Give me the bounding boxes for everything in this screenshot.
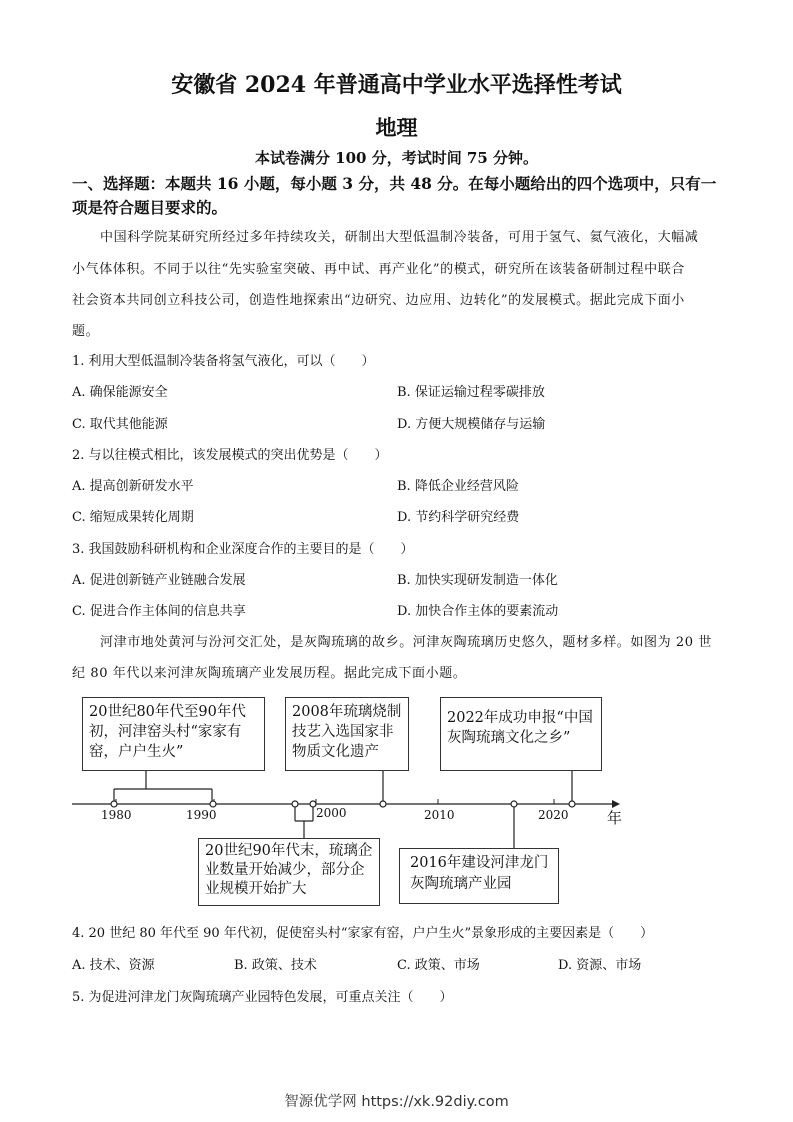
passage1-line: 社会资本共同创立科技公司，创造性地探索出“边研究、边应用、边转化”的发展模式。据此完成下面小 — [72, 293, 685, 308]
q1-option-b[interactable]: B. 保证运输过程零碳排放 — [397, 385, 545, 400]
section-heading-line1: 一、选择题：本题共 16 小题，每小题 3 分，共 48 分。在每小题给出的四个选项中，只有一 — [72, 174, 717, 193]
exam-title: 安徽省 2024 年普通高中学业水平选择性考试 — [171, 72, 622, 98]
q2-option-d[interactable]: D. 节约科学研究经费 — [397, 510, 520, 525]
passage1-line: 小气体体积。不同于以往“先实验室突破、再中试、再产业化”的模式，研究所在该装备研制过程中联合 — [72, 262, 685, 277]
q4-option-d[interactable]: D. 资源、市场 — [558, 958, 642, 973]
q4-option-b[interactable]: B. 政策、技术 — [234, 958, 317, 973]
axis-arrow-icon — [612, 800, 620, 808]
timeline-event-2016: 2016年建设河津龙门灰陶琉璃产业园 — [399, 848, 559, 904]
timeline-tick-1990: 1990 — [186, 808, 217, 822]
exam-note: 本试卷满分 100 分，考试时间 75 分钟。 — [254, 149, 539, 167]
q2-option-c[interactable]: C. 缩短成果转化周期 — [72, 510, 194, 525]
timeline-tick-2010: 2010 — [424, 808, 455, 822]
timeline-event-1980s: 20世纪80年代至90年代初，河津窑头村“家家有窑，户户生火” — [82, 697, 265, 771]
footer-watermark[interactable]: 智源优学网 https://xk.92diy.com — [284, 1094, 509, 1110]
timeline-tick-2020: 2020 — [538, 808, 569, 822]
question-5-stem: 5. 为促进河津龙门灰陶琉璃产业园特色发展，可重点关注（ ） — [72, 990, 453, 1005]
q3-option-c[interactable]: C. 促进合作主体间的信息共享 — [72, 604, 246, 619]
section-heading-line2: 项是符合题目要求的。 — [72, 198, 228, 217]
timeline-tick-2000: 2000 — [316, 806, 347, 820]
passage1-line: 中国科学院某研究所经过多年持续攻关，研制出大型低温制冷装备，可用于氢气、氦气液化，大幅减 — [100, 230, 699, 245]
q2-option-a[interactable]: A. 提高创新研发水平 — [72, 479, 194, 494]
timeline-event-1990s: 20世纪90年代末，琉璃企业数量开始减少，部分企业规模开始扩大 — [198, 838, 380, 906]
q1-option-c[interactable]: C. 取代其他能源 — [72, 417, 168, 432]
question-4-stem: 4. 20 世纪 80 年代至 90 年代初，促使窑头村“家家有窑，户户生火”景象形成的主要因素是（ ） — [72, 926, 654, 941]
q3-option-a[interactable]: A. 促进创新链产业链融合发展 — [72, 573, 246, 588]
passage1-line: 题。 — [72, 324, 100, 339]
passage2-line: 纪 80 年代以来河津灰陶琉璃产业发展历程。据此完成下面小题。 — [72, 666, 467, 681]
q1-option-a[interactable]: A. 确保能源安全 — [72, 385, 168, 400]
q3-option-d[interactable]: D. 加快合作主体的要素流动 — [397, 604, 559, 619]
q3-option-b[interactable]: B. 加快实现研发制造一体化 — [397, 573, 558, 588]
timeline-tick-1980: 1980 — [101, 808, 132, 822]
question-1-stem: 1. 利用大型低温制冷装备将氢气液化，可以（ ） — [72, 354, 375, 369]
timeline-event-2022: 2022年成功申报“中国灰陶琉璃文化之乡” — [440, 697, 602, 771]
timeline-event-2008: 2008年琉璃烧制技艺入选国家非物质文化遗产 — [285, 697, 409, 771]
question-3-stem: 3. 我国鼓励科研机构和企业深度合作的主要目的是（ ） — [72, 542, 414, 557]
q4-option-c[interactable]: C. 政策、市场 — [397, 958, 480, 973]
passage2-line: 河津市地处黄河与汾河交汇处，是灰陶琉璃的故乡。河津灰陶琉璃历史悠久，题材多样。如图为 20 世 — [100, 635, 713, 650]
q1-option-d[interactable]: D. 方便大规模储存与运输 — [397, 417, 546, 432]
q4-option-a[interactable]: A. 技术、资源 — [72, 958, 155, 973]
q2-option-b[interactable]: B. 降低企业经营风险 — [397, 479, 519, 494]
subject-title: 地理 — [375, 115, 418, 140]
question-2-stem: 2. 与以往模式相比，该发展模式的突出优势是（ ） — [72, 448, 388, 463]
timeline-axis-unit: 年 — [607, 809, 623, 827]
